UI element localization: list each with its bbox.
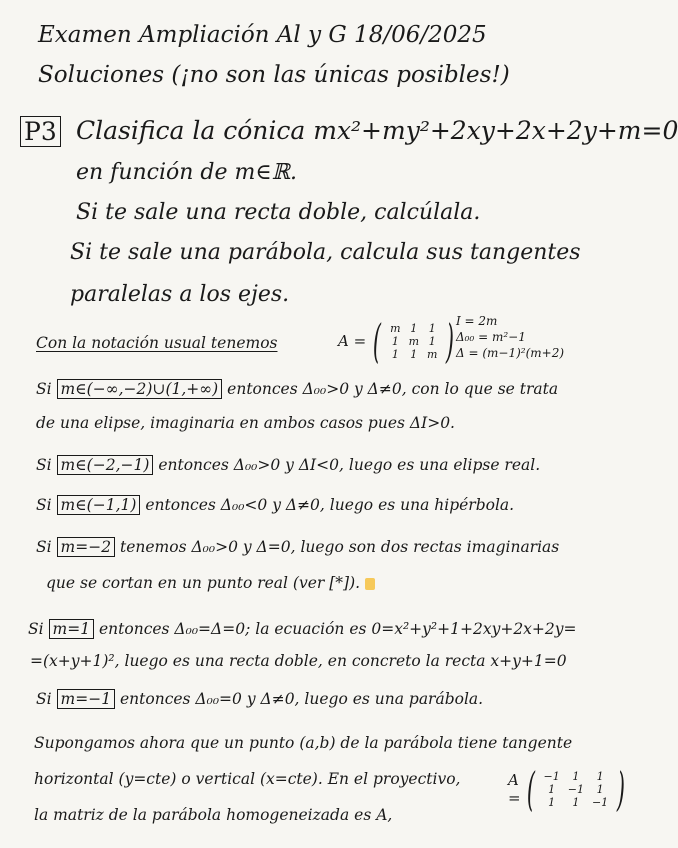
case-text: entonces Δ₀₀=Δ=0; la ecuación es 0=x²+y²+1+2xy+2x+2y=: [99, 620, 577, 638]
notation-notes: [456, 314, 564, 360]
matrix-cell: 1: [428, 334, 436, 348]
matrix-cell: 1: [548, 795, 556, 809]
problem-statement-3: Si te sale una recta doble, calcúlala.: [76, 200, 481, 225]
case-box: m∈(−1,1): [57, 495, 141, 515]
case-box: m=−1: [57, 689, 116, 709]
header-line-1: Examen Ampliación Al y G 18/06/2025: [38, 22, 487, 48]
problem-statement-2: en función de m∈ℝ.: [76, 160, 297, 185]
case-line-8: [30, 652, 567, 670]
case-pre: Si: [28, 620, 44, 638]
matrix-cell: 1: [596, 782, 604, 796]
problem-tag: P3: [20, 116, 61, 147]
matrix-cell: m: [390, 321, 401, 335]
case-line-4: [36, 496, 514, 514]
case-pre: Si: [36, 496, 52, 514]
matrix-A-body: [386, 322, 441, 361]
notation-intro: Con la notación usual tenemos: [36, 334, 278, 352]
case-text: entonces Δ₀₀<0 y Δ≠0, luego es una hipérbola.: [145, 496, 515, 514]
case-line-1: [36, 380, 558, 398]
note-delta00: Δ₀₀ = m²−1: [456, 330, 526, 344]
closing-line-2: horizontal (y=cte) o vertical (x=cte). En el proyectivo,: [34, 770, 461, 788]
matrix-cell: −1: [591, 795, 609, 809]
case-pre: Si: [36, 690, 52, 708]
matrix-A-label: A =: [338, 332, 367, 350]
matrix-cell: 1: [572, 795, 580, 809]
matrix-A-final: A = ( −1 1 1 1 −1 1 1 1 −1 ): [508, 762, 626, 816]
matrix-cell: 1: [596, 769, 604, 783]
case-text: de una elipse, imaginaria en ambos casos pues ΔI>0.: [36, 414, 455, 432]
note-delta: Δ = (m−1)²(m+2): [456, 346, 565, 360]
case-box: m=−2: [57, 537, 116, 557]
case-pre: Si: [36, 380, 52, 398]
header-line-2: Soluciones (¡no son las únicas posibles!): [38, 62, 510, 88]
case-text: entonces Δ₀₀=0 y Δ≠0, luego es una parábola.: [120, 690, 484, 708]
case-line-3: [36, 456, 540, 474]
case-line-6: [46, 574, 375, 592]
note-I: I = 2m: [456, 314, 498, 328]
case-box: m∈(−∞,−2)∪(1,+∞): [57, 379, 223, 399]
matrix-cell: 1: [410, 321, 418, 335]
closing-line-3: la matriz de la parábola homogeneizada es A,: [34, 806, 393, 824]
case-line-7: [28, 620, 577, 638]
problem-statement-5: paralelas a los ejes.: [70, 282, 290, 307]
matrix-A: A = ( m 1 1 1 m 1 1 1 m ): [338, 314, 455, 368]
highlight-marker: [365, 578, 375, 590]
matrix-cell: 1: [548, 782, 556, 796]
matrix-cell: 1: [391, 334, 399, 348]
case-box: m∈(−2,−1): [57, 455, 154, 475]
matrix-cell: 1: [410, 347, 418, 361]
matrix-cell: m: [427, 347, 438, 361]
matrix-cell: 1: [572, 769, 580, 783]
matrix-cell: −1: [543, 769, 560, 783]
case-text: entonces Δ₀₀>0 y ΔI<0, luego es una elipse real.: [158, 456, 541, 474]
problem-statement-1: Clasifica la cónica mx²+my²+2xy+2x+2y+m=0: [76, 116, 678, 145]
problem-statement-4: Si te sale una parábola, calcula sus tangentes: [70, 240, 581, 265]
case-box: m=1: [49, 619, 95, 639]
case-text: =(x+y+1)², luego es una recta doble, en concreto la recta x+y+1=0: [30, 652, 567, 670]
matrix-cell: −1: [567, 782, 584, 796]
case-line-2: [36, 414, 455, 432]
matrix-A-final-label: A =: [508, 771, 521, 807]
case-line-5: [36, 538, 559, 556]
matrix-cell: 1: [391, 347, 399, 361]
matrix-A-final-body: [540, 770, 613, 809]
case-text: entonces Δ₀₀>0 y Δ≠0, con lo que se trata: [227, 380, 559, 398]
case-pre: Si: [36, 538, 52, 556]
case-line-9: [36, 690, 483, 708]
case-pre: Si: [36, 456, 52, 474]
matrix-cell: 1: [428, 321, 436, 335]
matrix-cell: m: [408, 334, 419, 348]
case-text: que se cortan en un punto real (ver [*]).: [46, 574, 361, 592]
closing-line-1: Supongamos ahora que un punto (a,b) de la parábola tiene tangente: [34, 734, 573, 752]
case-text: tenemos Δ₀₀>0 y Δ=0, luego son dos rectas imaginarias: [120, 538, 560, 556]
